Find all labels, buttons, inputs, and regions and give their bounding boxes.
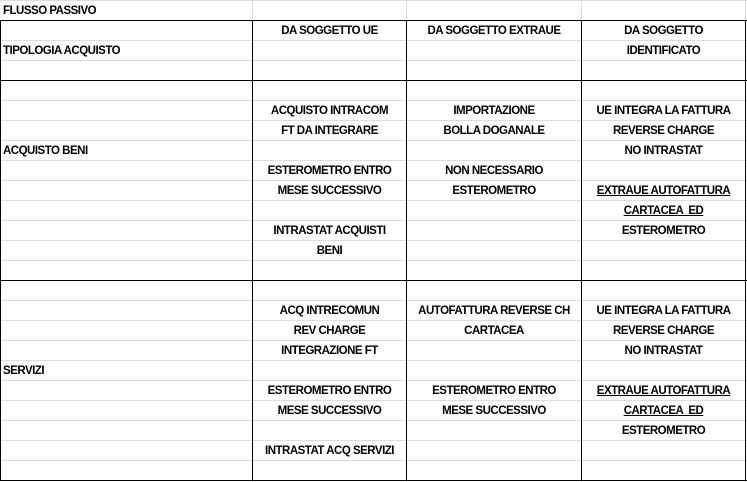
table-border bbox=[0, 20, 1, 481]
cell-beni-identificato[interactable]: NO INTRASTAT bbox=[624, 145, 703, 157]
row-label-tipologia[interactable]: TIPOLOGIA ACQUISTO bbox=[3, 45, 121, 57]
row-label-beni[interactable]: ACQUISTO BENI bbox=[3, 145, 88, 157]
cell-servizi-identificato[interactable]: REVERSE CHARGE bbox=[613, 325, 714, 337]
cell-servizi-identificato[interactable]: NO INTRASTAT bbox=[624, 345, 703, 357]
cell-beni-ue[interactable]: INTRASTAT ACQUISTI bbox=[273, 225, 386, 237]
cell-beni-ue[interactable]: MESE SUCCESSIVO bbox=[277, 185, 382, 197]
cell-beni-identificato[interactable]: EXTRAUE AUTOFATTURA bbox=[596, 185, 731, 197]
table-border bbox=[0, 80, 747, 81]
cell-servizi-identificato[interactable]: UE INTEGRA LA FATTURA bbox=[596, 305, 731, 317]
cell-servizi-ue[interactable]: ESTEROMETRO ENTRO bbox=[267, 385, 392, 397]
cell-servizi-ue[interactable]: INTEGRAZIONE FT bbox=[281, 345, 378, 357]
cell-beni-extraue[interactable]: IMPORTAZIONE bbox=[453, 105, 535, 117]
cell-servizi-identificato[interactable]: EXTRAUE AUTOFATTURA bbox=[596, 385, 731, 397]
header-ue[interactable]: DA SOGGETTO UE bbox=[281, 25, 378, 37]
cell-beni-identificato[interactable]: UE INTEGRA LA FATTURA bbox=[596, 105, 731, 117]
cell-beni-identificato[interactable]: ESTEROMETRO bbox=[621, 225, 706, 237]
cell-servizi-ue[interactable]: ACQ INTRECOMUN bbox=[279, 305, 380, 317]
cell-servizi-extraue[interactable]: MESE SUCCESSIVO bbox=[442, 405, 546, 417]
cell-servizi-ue[interactable]: MESE SUCCESSIVO bbox=[277, 405, 382, 417]
cell-servizi-ue[interactable]: INTRASTAT ACQ SERVIZI bbox=[265, 445, 394, 457]
underlined-text: CARTACEA ED bbox=[623, 205, 704, 217]
cell-beni-identificato[interactable] bbox=[582, 201, 745, 221]
cell-beni-extraue[interactable]: BOLLA DOGANALE bbox=[443, 125, 545, 137]
cell-servizi-extraue[interactable]: ESTEROMETRO ENTRO bbox=[432, 385, 556, 397]
header-identificato[interactable]: IDENTIFICATO bbox=[626, 45, 701, 57]
cell-servizi-extraue[interactable]: CARTACEA bbox=[464, 325, 524, 337]
cell-beni-identificato[interactable]: REVERSE CHARGE bbox=[613, 125, 714, 137]
table-border bbox=[0, 480, 747, 481]
cell-servizi-ue[interactable]: REV CHARGE bbox=[293, 325, 366, 337]
underlined-text: CARTACEA ED bbox=[623, 405, 704, 417]
cell-servizi-identificato[interactable]: ESTEROMETRO bbox=[621, 425, 706, 437]
row-label-servizi[interactable]: SERVIZI bbox=[3, 365, 45, 377]
cell-beni-extraue[interactable]: NON NECESSARIO bbox=[445, 165, 543, 177]
cell-servizi-extraue[interactable]: AUTOFATTURA REVERSE CH bbox=[418, 305, 570, 317]
cell-beni-ue[interactable]: ESTEROMETRO ENTRO bbox=[267, 165, 392, 177]
cell-servizi-identificato[interactable] bbox=[582, 401, 745, 421]
table-border bbox=[745, 20, 746, 481]
cell-beni-ue[interactable]: ACQUISTO INTRACOM bbox=[270, 105, 389, 117]
header-extraue[interactable]: DA SOGGETTO EXTRAUE bbox=[427, 25, 561, 37]
table-border bbox=[0, 280, 747, 281]
sheet-title[interactable]: FLUSSO PASSIVO bbox=[3, 5, 97, 17]
cell-beni-extraue[interactable]: ESTEROMETRO bbox=[452, 185, 536, 197]
header-identificato[interactable]: DA SOGGETTO bbox=[624, 25, 703, 37]
cell-beni-ue[interactable]: BENI bbox=[316, 245, 343, 257]
cell-beni-ue[interactable]: FT DA INTEGRARE bbox=[281, 125, 378, 137]
